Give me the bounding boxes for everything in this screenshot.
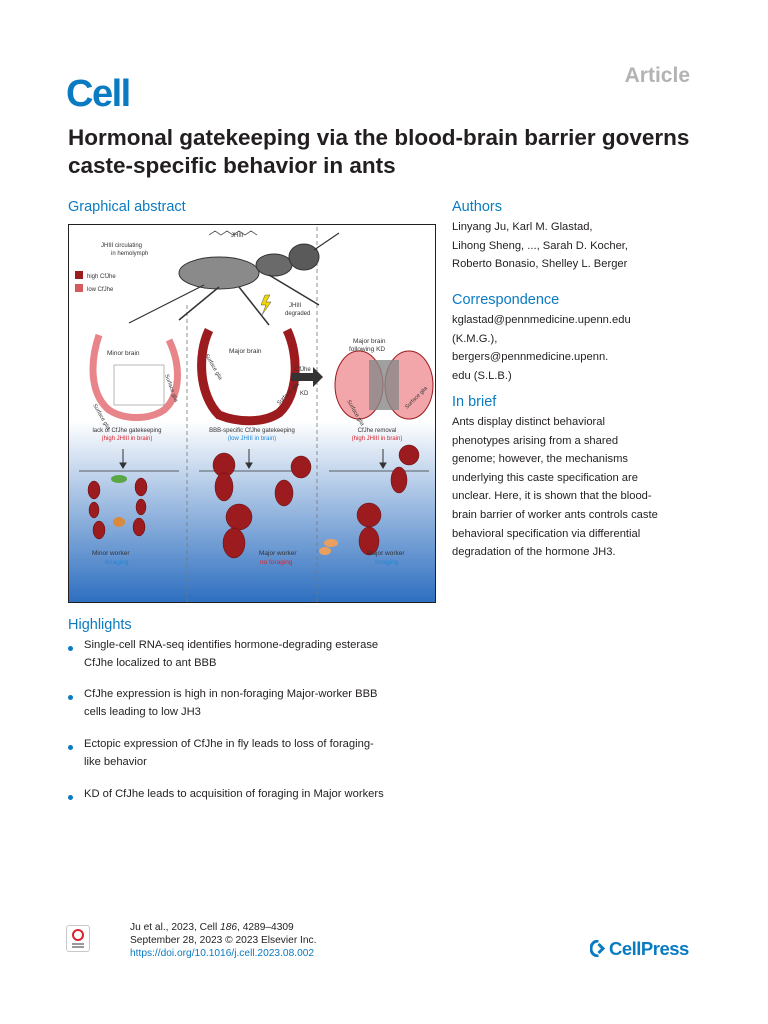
authors-heading: Authors bbox=[452, 199, 502, 215]
highlight-line: CfJhe localized to ant BBB bbox=[84, 657, 217, 670]
in-brief-line: underlying this caste specification are bbox=[452, 471, 638, 484]
in-brief-line: brain barrier of worker ants controls caste bbox=[452, 508, 658, 521]
citation-volume: 186 bbox=[220, 922, 238, 933]
citation-date: September 28, 2023 © 2023 Elsevier Inc. bbox=[130, 935, 317, 947]
authors-line: Roberto Bonasio, Shelley L. Berger bbox=[452, 258, 628, 271]
kd-major-worker-label: Major worker bbox=[367, 550, 405, 557]
bullet-icon bbox=[68, 745, 73, 750]
lightning-icon bbox=[261, 295, 271, 315]
bullet-icon bbox=[68, 695, 73, 700]
citation-pages: , 4289–4309 bbox=[237, 922, 294, 933]
graphical-abstract-heading: Graphical abstract bbox=[68, 199, 186, 215]
col3-jh-status: (high JHIII in brain) bbox=[351, 436, 403, 442]
surface-glia-label: Surface glia bbox=[203, 353, 223, 382]
surface-glia-label: Surface glia bbox=[345, 399, 365, 428]
cfjhe-kd-label: CfJhe bbox=[295, 367, 311, 373]
legend-high-swatch bbox=[75, 271, 83, 279]
in-brief-line: degradation of the hormone JH3. bbox=[452, 546, 616, 559]
jhiii-circulating-label: JHIII circulating bbox=[101, 243, 143, 249]
highlight-line: CfJhe expression is high in non-foraging Major-worker BBB bbox=[84, 688, 378, 700]
minor-worker-foraging: foraging bbox=[105, 559, 129, 566]
minor-brain-label: Minor brain bbox=[107, 350, 140, 357]
publisher-logo[interactable] bbox=[590, 938, 689, 960]
col3-caption: CfJhe removal bbox=[357, 428, 397, 434]
in-brief-line: unclear. Here, it is shown that the blood- bbox=[452, 490, 652, 503]
authors-list bbox=[452, 218, 712, 274]
surface-glia-label: Surface glia bbox=[163, 373, 179, 403]
kd-major-worker-foraging: foraging bbox=[375, 559, 399, 566]
minor-worker-label: Minor worker bbox=[92, 550, 130, 557]
doi-link[interactable]: https://doi.org/10.1016/j.cell.2023.08.002 bbox=[130, 948, 315, 960]
major-worker-no-foraging: no foraging bbox=[260, 559, 293, 566]
col2-jh-status: (low JHIII in brain) bbox=[227, 436, 277, 442]
correspondence-emails bbox=[452, 311, 712, 385]
citation-block bbox=[130, 921, 316, 961]
cfjhe-kd-label-2: KD bbox=[300, 391, 309, 397]
bullet-icon bbox=[68, 646, 73, 651]
food-icon bbox=[111, 475, 127, 483]
surface-glia-label: Surface glia bbox=[91, 403, 111, 432]
surface-glia-label: Surface glia bbox=[404, 385, 429, 411]
major-brain-label: Major brain bbox=[229, 348, 262, 355]
food-icon bbox=[319, 547, 331, 555]
jhiii-label: JHIII bbox=[231, 233, 244, 239]
in-brief-text bbox=[452, 413, 714, 562]
surface-glia-label: Surface glia bbox=[276, 381, 301, 407]
highlight-line: Single-cell RNA-seq identifies hormone-degrading esterase bbox=[84, 639, 379, 651]
in-brief-line: Ants display distinct behavioral bbox=[452, 416, 605, 428]
correspondence-heading: Correspondence bbox=[452, 292, 560, 308]
major-worker-ants bbox=[213, 453, 311, 558]
kd-brain-center bbox=[369, 360, 399, 410]
correspondence-line[interactable]: kglastad@pennmedicine.upenn.edu bbox=[452, 314, 631, 326]
citation-text: Ju et al., 2023, Cell bbox=[130, 922, 221, 933]
correspondence-line: (K.M.G.), bbox=[452, 332, 498, 345]
graphical-abstract-figure bbox=[68, 224, 436, 603]
legend-high-label: high CfJhe bbox=[87, 274, 116, 280]
in-brief-line: phenotypes arising from a shared bbox=[452, 434, 619, 447]
citation-line bbox=[130, 921, 316, 934]
col1-caption: lack of CfJhe gatekeeping bbox=[92, 428, 162, 434]
correspondence-line: edu (S.L.B.) bbox=[452, 369, 512, 382]
cellpress-icon bbox=[590, 940, 607, 957]
article-type-label: Article bbox=[624, 64, 690, 87]
graphical-abstract-illustration bbox=[69, 225, 436, 603]
highlight-line: like behavior bbox=[84, 756, 147, 769]
in-brief-heading: In brief bbox=[452, 394, 497, 410]
journal-logo: Cell bbox=[66, 73, 130, 115]
legend-low-label: low CfJhe bbox=[87, 287, 114, 293]
down-arrows bbox=[120, 449, 386, 468]
food-icon bbox=[324, 539, 338, 547]
authors-line: Linyang Ju, Karl M. Glastad, bbox=[452, 221, 593, 233]
check-for-updates-icon[interactable] bbox=[66, 925, 90, 952]
minor-worker-ants bbox=[88, 478, 147, 539]
highlights-heading: Highlights bbox=[68, 617, 132, 633]
kd-worker-ants bbox=[357, 445, 419, 555]
highlight-line: cells leading to low JH3 bbox=[84, 706, 201, 719]
food-icon bbox=[113, 517, 125, 527]
in-hemolymph-label: in hemolymph bbox=[111, 251, 149, 257]
major-kd-label: Major brain bbox=[353, 338, 386, 345]
in-brief-line: genome; however, the mechanisms bbox=[452, 453, 628, 466]
correspondence-line[interactable]: bergers@pennmedicine.upenn. bbox=[452, 351, 609, 364]
highlight-line: KD of CfJhe leads to acquisition of foraging in Major workers bbox=[84, 788, 384, 800]
highlight-line: Ectopic expression of CfJhe in fly leads to loss of foraging- bbox=[84, 738, 374, 750]
legend-low-swatch bbox=[75, 284, 83, 292]
authors-line: Lihong Sheng, ..., Sarah D. Kocher, bbox=[452, 239, 629, 252]
publisher-name: CellPress bbox=[609, 938, 689, 959]
col2-caption: BBB-specific CfJhe gatekeeping bbox=[209, 428, 295, 434]
article-title: Hormonal gatekeeping via the blood-brain barrier governs caste-specific behavior in ants bbox=[68, 125, 690, 178]
bullet-icon bbox=[68, 795, 73, 800]
in-brief-line: behavioral specification via differential bbox=[452, 527, 641, 540]
jhiii-degraded-label-2: degraded bbox=[285, 311, 311, 317]
major-kd-label-2: following KD bbox=[349, 346, 386, 353]
major-worker-label: Major worker bbox=[259, 550, 297, 557]
col1-jh-status: (high JHIII in brain) bbox=[101, 436, 153, 442]
jhiii-degraded-label: JHIII bbox=[289, 303, 302, 309]
minor-brain-interior bbox=[114, 365, 164, 405]
